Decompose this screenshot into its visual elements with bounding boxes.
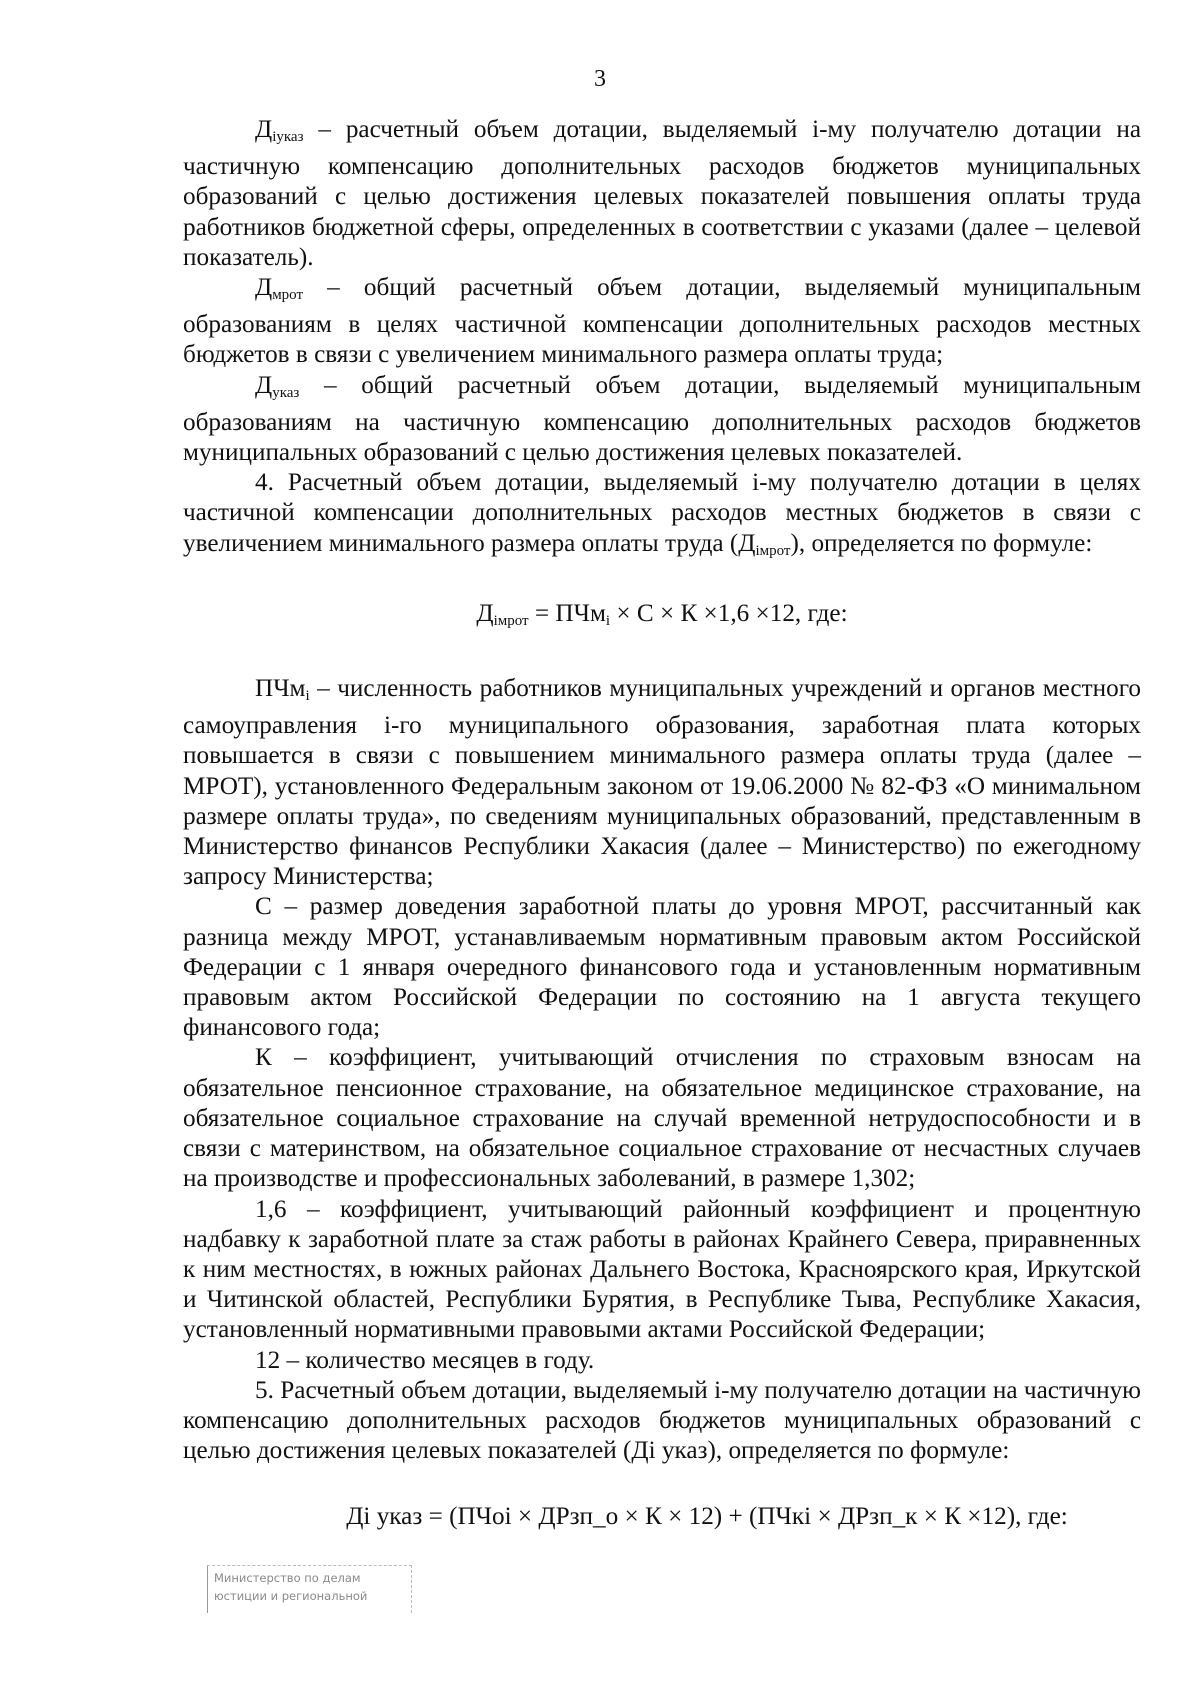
formula-ukaz: Дi указ = (ПЧоi × ДРзп_о × К × 12) + (ПЧкi × ДРзп_к × К ×12), где: (346, 1503, 1068, 1531)
document-body (183, 115, 1141, 1533)
definition-text: – общий расчетный объем дотации, выделяемый муниципальным образованиям в целях частичной компенсации дополнительных расходов местных бюджетов в связи с увеличением минимального размера оплаты труда; (183, 274, 1141, 369)
page-number: 3 (594, 66, 606, 92)
formula-rhs: × С × К ×1,6 ×12, где: (610, 599, 848, 627)
paragraph-text-end: ), определяется по формуле: (790, 529, 1093, 557)
definition-k: К – коэффициент, учитывающий отчисления по страховым взносам на обязательное пенсионное страхование, на обязательное медицинское страхование, на обязательное социальное страхование на случай временной нетрудоспособности и в связи с материнством, на обязательное социальное страхование от несчастных случаев на производстве и профессиональных заболеваний, в размере 1,302; (183, 1044, 1141, 1193)
formula-mid: = ПЧм (528, 599, 606, 627)
paragraph-5: 5. Расчетный объем дотации, выделяемый i-му получателю дотации на частичную компенсацию дополнительных расходов бюджетов муниципальных образований с целью достижения целевых показателей (Дi указ), определяется по формуле: (183, 1376, 1141, 1465)
formula-lhs: Д (476, 599, 494, 627)
stamp-line-2: юстиции и региональной (214, 1589, 368, 1603)
symbol-subscript: iуказ (272, 129, 304, 145)
symbol: Д (255, 371, 273, 399)
registration-stamp (207, 1565, 412, 1613)
definition-text: – численность работников муниципальных учреждений и органов местного самоуправления i-го муниципального образования, заработная плата которых повышается в связи с повышением минимального размера оплаты труда (далее – МРОТ), установленного Федеральным законом от 19.06.2000 № 82-ФЗ «О минимальном размере оплаты труда», по сведениям муниципальных образований, представленным в Министерство финансов Республики Хакасия (далее – Министерство) по ежегодному запросу Министерства; (183, 675, 1141, 891)
symbol: ПЧм (255, 675, 306, 703)
definition-d-ukaz (183, 371, 1141, 469)
symbol-subscript: указ (272, 384, 300, 401)
definition-d-i-ukaz (183, 115, 1141, 273)
symbol-subscript: мрот (272, 287, 304, 304)
definition-12: 12 – количество месяцев в году. (255, 1346, 595, 1374)
formula-lhs-subscript: iмрот (493, 612, 529, 629)
definition-d-mrot (183, 273, 1141, 371)
stamp-line-1: Министерство по делам (214, 1571, 361, 1585)
definition-text: – расчетный объем дотации, выделяемый i-му получателю дотации на частичную компенсацию дополнительных расходов бюджетов муниципальных образований с целью достижения целевых показателей повышения оплаты труда работников бюджетной сферы, определенных в соответствии с указами (далее – целевой показатель). (183, 116, 1141, 271)
definition-pchm (183, 674, 1141, 892)
symbol: Д (255, 116, 273, 143)
paragraph-4 (183, 468, 1141, 566)
paragraph-text: 4. Расчетный объем дотации, выделяемый i-му получателю дотации в целях частичной компенсации дополнительных расходов местных бюджетов в связи с увеличением минимального размера оплаты труда (Д (183, 469, 1141, 557)
definition-c: С – размер доведения заработной платы до уровня МРОТ, рассчитанный как разница между МРОТ, устанавливаемым нормативным правовым актом Российской Федерации с 1 января очередного финансового года и установленным нормативным правовым актом Российской Федерации по состоянию на 1 августа текущего финансового года; (183, 893, 1141, 1042)
formula-mrot (183, 599, 1141, 636)
definition-text: – общий расчетный объем дотации, выделяемый муниципальным образованиям на частичную компенсацию дополнительных расходов бюджетов муниципальных образований с целью достижения целевых показателей. (183, 371, 1141, 467)
definition-1-6: 1,6 – коэффициент, учитывающий районный коэффициент и процентную надбавку к заработной плате за стаж работы в районах Крайнего Севера, приравненных к ним местностях, в южных районах Дальнего Востока, Красноярского края, Иркутской и Читинской областей, Республики Бурятия, в Республике Тыва, Республике Хакасия, установленный нормативными правовыми актами Российской Федерации; (183, 1195, 1141, 1344)
formula-mid-subscript: i (605, 612, 611, 629)
symbol-subscript: iмрот (755, 542, 791, 559)
symbol: Д (255, 274, 273, 302)
symbol-subscript: i (305, 688, 310, 705)
